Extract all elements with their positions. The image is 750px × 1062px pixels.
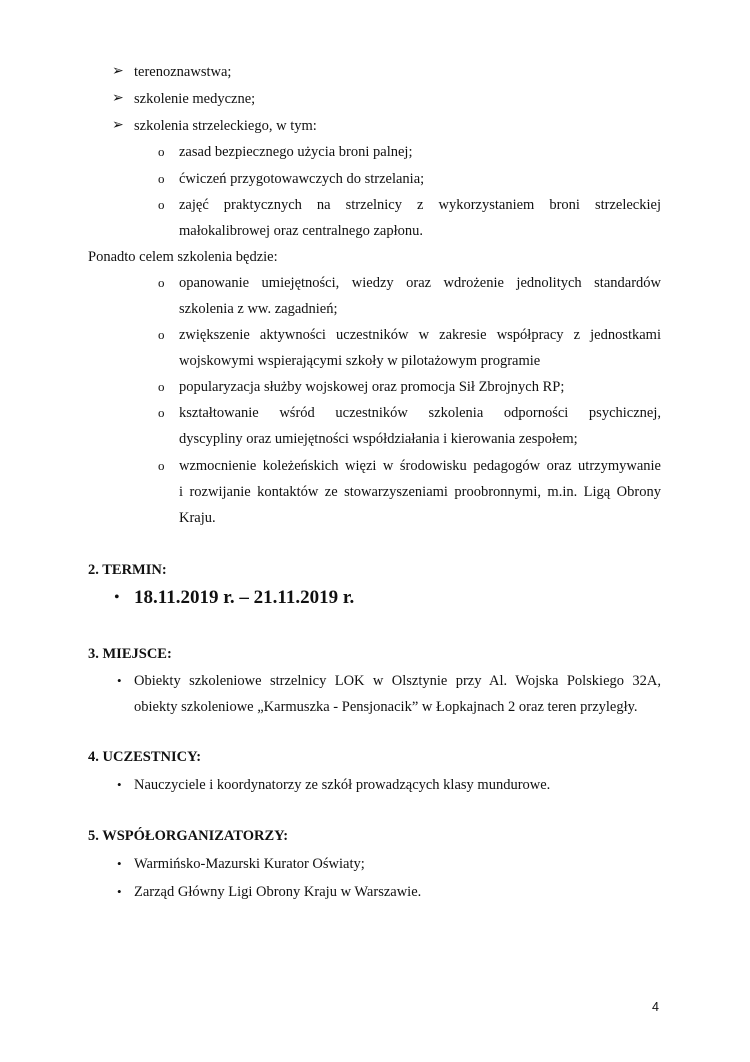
circle-bullet-icon: o <box>158 405 165 420</box>
list-item-continuation: dyscypliny oraz umiejętności współdziałania i kierowania zespołem; <box>179 431 578 447</box>
list-item-continuation: szkolenia z ww. zagadnień; <box>179 301 338 317</box>
list-item: Nauczyciele i koordynatorzy ze szkół prowadzących klasy mundurowe. <box>134 777 551 793</box>
list-item-continuation: obiekty szkoleniowe „Karmuszka - Pensjonacik” w Łopkajnach 2 oraz teren przyległy. <box>134 699 638 715</box>
list-item-line-wrap <box>179 457 661 475</box>
circle-bullet-icon: o <box>158 379 165 394</box>
bullet-icon: • <box>117 777 122 792</box>
list-item: szkolenie medyczne; <box>134 91 256 107</box>
list-item-continuation: wojskowymi wspierającymi szkoły w pilotażowym programie <box>179 353 541 369</box>
list-item: ćwiczeń przygotowawczych do strzelania; <box>179 171 425 187</box>
list-item-continuation: i rozwijanie kontaktów ze stowarzyszeniami proobronnymi, m.in. Ligą Obrony <box>179 484 661 500</box>
arrow-bullet-icon: ➢ <box>112 64 124 79</box>
circle-bullet-icon: o <box>158 197 165 212</box>
list-item: opanowanie umiejętności, wiedzy oraz wdrożenie jednolitych standardów <box>179 275 661 291</box>
section-heading-miejsce: 3. MIEJSCE: <box>88 646 172 662</box>
list-item: Warmińsko-Mazurski Kurator Oświaty; <box>134 856 365 872</box>
section-heading-termin: 2. TERMIN: <box>88 562 167 578</box>
list-item-line-wrap <box>134 672 661 690</box>
bullet-icon: • <box>117 884 122 899</box>
list-item: terenoznawstwa; <box>134 64 232 80</box>
circle-bullet-icon: o <box>158 327 165 342</box>
list-item: zasad bezpiecznego użycia broni palnej; <box>179 144 413 160</box>
section-heading-wspolorganizatorzy: 5. WSPÓŁORGANIZATORZY: <box>88 828 289 844</box>
list-item-continuation: małokalibrowej oraz centralnego zapłonu. <box>179 223 423 239</box>
list-item: kształtowanie wśród uczestników szkolenia odporności psychicznej, <box>179 405 661 421</box>
list-item-line-wrap <box>179 274 661 292</box>
list-item: Zarząd Główny Ligi Obrony Kraju w Warszawie. <box>134 884 422 900</box>
date-range: 18.11.2019 r. – 21.11.2019 r. <box>134 587 355 608</box>
paragraph-intro: Ponadto celem szkolenia będzie: <box>88 249 278 265</box>
list-item: wzmocnienie koleżeńskich więzi w środowisku pedagogów oraz utrzymywanie <box>179 458 661 474</box>
list-item: zwiększenie aktywności uczestników w zakresie współpracy z jednostkami <box>179 327 661 343</box>
arrow-bullet-icon: ➢ <box>112 91 124 106</box>
list-item: szkolenia strzeleckiego, w tym: <box>134 118 317 134</box>
bullet-icon: • <box>117 673 122 688</box>
bullet-icon: • <box>117 856 122 871</box>
section-heading-uczestnicy: 4. UCZESTNICY: <box>88 749 202 765</box>
page-number: 4 <box>652 1000 659 1014</box>
list-item-line-wrap <box>179 404 661 422</box>
bullet-icon: • <box>114 589 120 606</box>
list-item: Obiekty szkoleniowe strzelnicy LOK w Olsztynie przy Al. Wojska Polskiego 32A, <box>134 673 661 689</box>
list-item: popularyzacja służby wojskowej oraz promocja Sił Zbrojnych RP; <box>179 379 565 395</box>
list-item: zajęć praktycznych na strzelnicy z wykorzystaniem broni strzeleckiej <box>179 197 661 213</box>
circle-bullet-icon: o <box>158 171 165 186</box>
circle-bullet-icon: o <box>158 458 165 473</box>
list-item-continuation: Kraju. <box>179 510 216 526</box>
circle-bullet-icon: o <box>158 275 165 290</box>
list-item-line-wrap <box>179 483 661 501</box>
list-item-line-wrap <box>179 196 661 214</box>
arrow-bullet-icon: ➢ <box>112 118 124 133</box>
circle-bullet-icon: o <box>158 144 165 159</box>
list-item-line-wrap <box>179 326 661 344</box>
